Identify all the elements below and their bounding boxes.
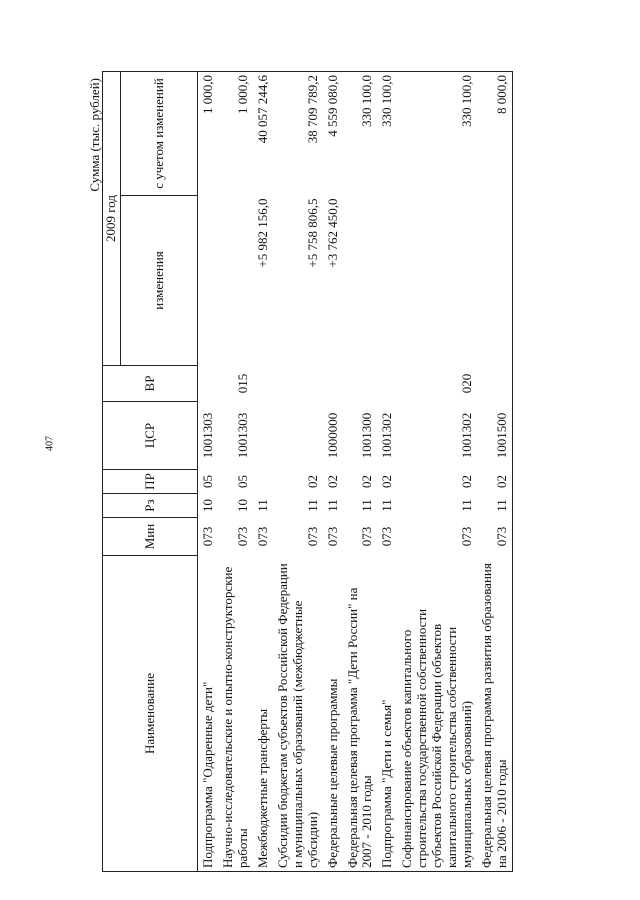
row-rz: 11 <box>304 499 320 512</box>
row-pr: 02 <box>459 475 475 488</box>
table-row <box>477 72 512 872</box>
row-vr <box>323 366 343 402</box>
row-csr: 1001302 <box>379 412 395 459</box>
row-total: 8 000,0 <box>477 72 512 196</box>
row-rz: 11 <box>359 499 375 512</box>
row-changes <box>198 196 218 366</box>
row-name: Подпрограмма "Одаренные дети" <box>198 556 218 872</box>
row-name: Подпрограмма "Дети и семья" <box>377 556 397 872</box>
row-changes <box>397 196 477 366</box>
row-pr: 05 <box>234 475 250 488</box>
header-with-changes: с учетом изменений <box>121 72 198 196</box>
rotated-page-content <box>85 72 540 872</box>
header-csr: ЦСР <box>103 402 198 470</box>
row-csr: 1001303 <box>234 412 250 459</box>
table-row <box>198 72 218 872</box>
row-vr <box>477 366 512 402</box>
row-vr <box>377 366 397 402</box>
row-total: 38 709 789,2 <box>273 72 323 196</box>
row-changes <box>477 196 512 366</box>
table-header <box>103 72 198 872</box>
row-pr: 02 <box>379 475 395 488</box>
header-year: 2009 год <box>103 72 121 366</box>
header-changes: изменения <box>121 196 198 366</box>
row-name: Софинансирование объектов капитального строительства государственной собственности субъектов Российской Федерации (объектов капитального строительства собственности муниципальных образований) <box>397 556 477 872</box>
row-vr <box>273 366 323 402</box>
row-csr: 1001303 <box>200 412 215 459</box>
table-row <box>343 72 378 872</box>
row-changes <box>377 196 397 366</box>
row-rz: 10 <box>200 499 215 512</box>
row-rz: 11 <box>379 499 395 512</box>
row-csr <box>273 402 323 470</box>
row-changes: +3 762 450,0 <box>324 198 340 268</box>
row-vr <box>198 366 218 402</box>
row-rz: 11 <box>254 499 270 512</box>
table-row <box>377 72 397 872</box>
table-row <box>323 72 343 872</box>
row-changes <box>218 196 253 366</box>
row-csr <box>253 402 273 470</box>
row-total: 330 100,0 <box>397 72 477 196</box>
row-min: 073 <box>359 526 375 547</box>
row-min: 073 <box>234 526 250 547</box>
row-total: 330 100,0 <box>377 72 397 196</box>
header-name: Наименование <box>103 556 198 872</box>
row-changes <box>343 196 378 366</box>
row-changes: +5 758 806,5 <box>304 198 320 268</box>
row-name: Федеральная целевая программа "Дети России" на 2007 - 2010 годы <box>343 556 378 872</box>
row-name: Федеральная целевая программа развития образования на 2006 - 2010 годы <box>477 556 512 872</box>
row-name: Субсидии бюджетам субъектов Российской Федерации и муниципальных образований (межбюджетные субсидии) <box>273 556 323 872</box>
table-row <box>253 72 273 872</box>
row-csr: 1000000 <box>324 412 340 459</box>
row-total: 40 057 244,6 <box>253 72 273 196</box>
row-min: 073 <box>324 526 340 547</box>
row-changes: +5 982 156,0 <box>254 198 270 268</box>
row-pr: 02 <box>477 470 512 494</box>
table-row <box>218 72 253 872</box>
row-min: 073 <box>459 526 475 547</box>
row-min: 073 <box>200 526 215 547</box>
row-vr: 020 <box>459 373 475 394</box>
row-pr <box>253 470 273 494</box>
table-row <box>397 72 477 872</box>
row-name: Федеральные целевые программы <box>323 556 343 872</box>
row-total: 1 000,0 <box>198 72 218 196</box>
table-row <box>273 72 323 872</box>
row-vr <box>343 366 378 402</box>
row-min: 073 <box>254 526 270 547</box>
row-pr: 02 <box>359 475 375 488</box>
row-csr: 1001300 <box>359 412 375 459</box>
row-csr: 1001302 <box>459 412 475 459</box>
header-rz: Рз <box>103 494 198 518</box>
row-vr: 015 <box>234 373 250 394</box>
row-total: 330 100,0 <box>343 72 378 196</box>
page-number: 407 <box>44 436 56 451</box>
row-rz: 11 <box>477 494 512 518</box>
row-rz: 11 <box>324 499 340 512</box>
table-body <box>198 72 513 872</box>
row-total: 1 000,0 <box>218 72 253 196</box>
row-total: 4 559 080,0 <box>323 72 343 196</box>
row-rz: 11 <box>459 499 475 512</box>
unit-caption: Сумма (тыс. рублей) <box>87 78 102 192</box>
row-pr: 02 <box>324 475 340 488</box>
row-vr <box>253 366 273 402</box>
row-min: 073 <box>477 518 512 556</box>
row-csr: 1001500 <box>477 402 512 470</box>
budget-table <box>102 71 513 872</box>
header-vr: ВР <box>103 366 198 402</box>
header-pr: ПР <box>103 470 198 494</box>
header-min: Мин <box>103 518 198 556</box>
row-pr: 02 <box>304 475 320 488</box>
row-min: 073 <box>379 526 395 547</box>
row-pr: 05 <box>200 475 215 488</box>
row-name: Научно-исследовательские и опытно-конструкторские работы <box>218 556 253 872</box>
row-rz: 10 <box>234 499 250 512</box>
row-min: 073 <box>304 526 320 547</box>
row-name: Межбюджетные трансферты <box>253 556 273 872</box>
